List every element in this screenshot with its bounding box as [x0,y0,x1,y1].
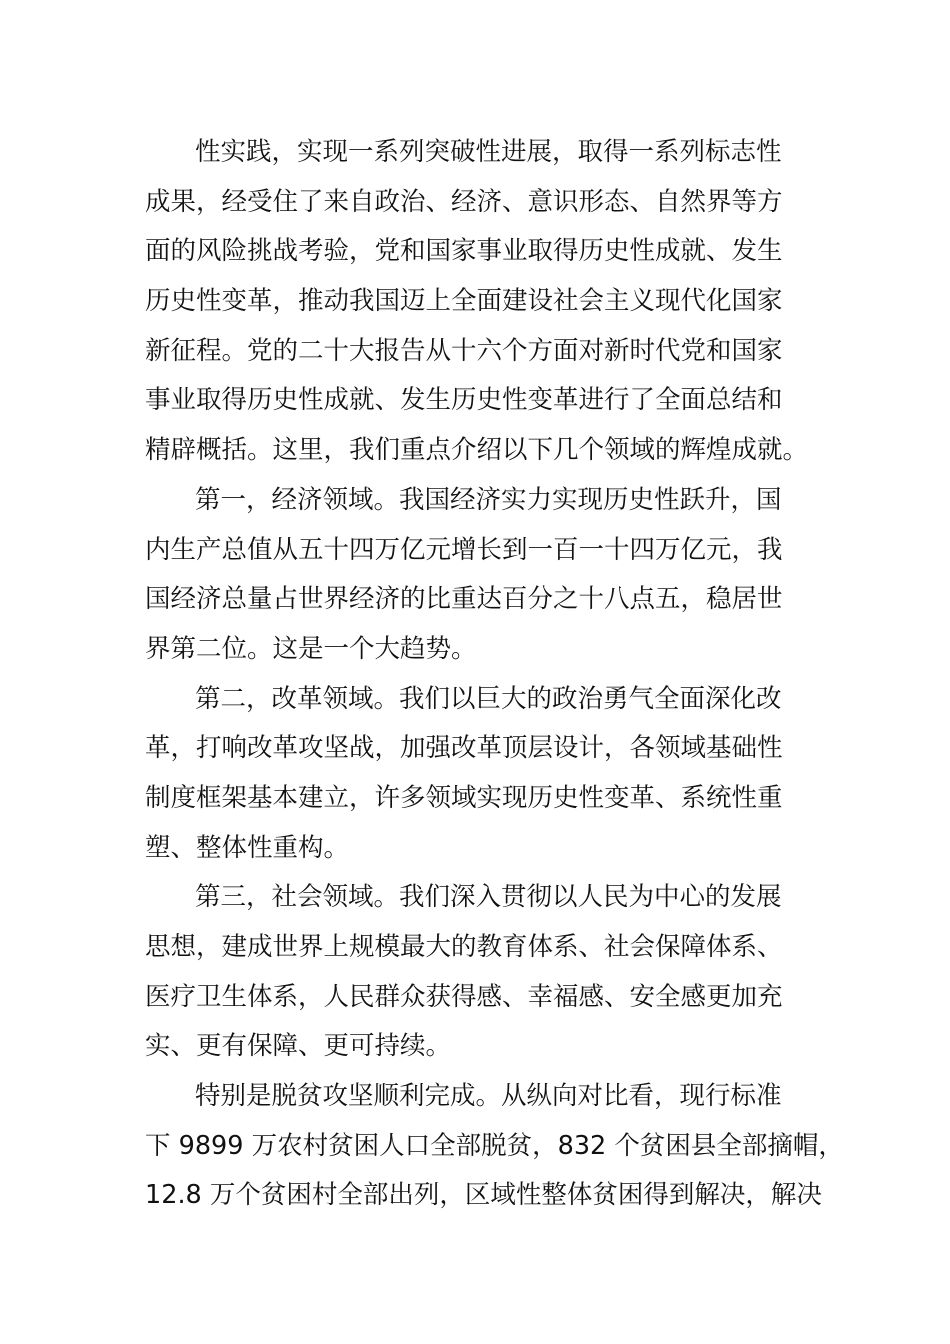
body-text [145,128,844,1221]
text-line: 性实践，实现一系列突破性进展，取得一系列标志性 [195,137,782,167]
text-line: 精辟概括。这里，我们重点介绍以下几个领域的辉煌成就。 [145,435,809,466]
text-line: 12.8 万个贫困村全部出列，区域性整体贫困得到解决，解决 [145,1180,822,1211]
text-line: 新征程。党的二十大报告从十六个方面对新时代党和国家 [145,335,783,366]
text-line: 国经济总量占世界经济的比重达百分之十八点五，稳居世 [145,584,783,615]
text-line: 第二，改革领域。我们以巨大的政治勇气全面深化改 [195,683,782,714]
text-line: 下 9899 万农村贫困人口全部脱贫，832 个贫困县全部摘帽， [145,1130,844,1161]
text-line: 第一，经济领域。我国经济实力实现历史性跃升，国 [195,484,782,515]
text-line: 面的风险挑战考验，党和国家事业取得历史性成就、发生 [145,236,783,267]
text-line: 界第二位。这是一个大趋势。 [145,633,477,664]
text-line: 医疗卫生体系，人民群众获得感、幸福感、安全感更加充 [145,981,783,1012]
text-line: 思想，建成世界上规模最大的教育体系、社会保障体系、 [145,932,783,962]
text-line: 内生产总值从五十四万亿元增长到一百一十四万亿元，我 [145,534,783,565]
text-line: 塑、整体性重构。 [145,832,350,863]
text-line: 第三，社会领域。我们深入贯彻以人民为中心的发展 [195,882,782,913]
text-line: 革，打响改革攻坚战，加强改革顶层设计，各领域基础性 [145,733,783,764]
text-line: 事业取得历史性成就、发生历史性变革进行了全面总结和 [145,385,783,416]
text-line: 制度框架基本建立，许多领域实现历史性变革、系统性重 [145,782,783,813]
text-line: 历史性变革，推动我国迈上全面建设社会主义现代化国家 [145,286,783,317]
text-line: 实、更有保障、更可持续。 [145,1031,452,1062]
text-line: 成果，经受住了来自政治、经济、意识形态、自然界等方 [145,186,783,217]
text-line: 特别是脱贫攻坚顺利完成。从纵向对比看，现行标准 [195,1081,782,1112]
